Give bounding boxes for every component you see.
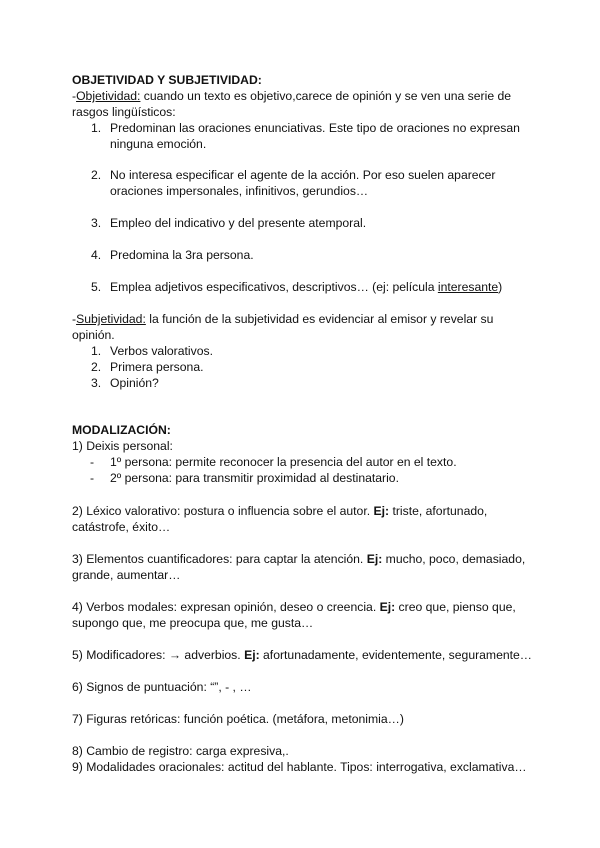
objetividad-definition-line-1	[72, 88, 511, 104]
item-2-line-1	[72, 503, 487, 519]
item-2-line-2: catástrofe, éxito…	[72, 520, 171, 534]
deixis-title: 1) Deixis personal:	[72, 439, 173, 453]
objetividad-text-1: cuando un texto es objetivo,carece de opinión y se ven una serie de	[140, 89, 512, 103]
ej-label: Ej:	[373, 504, 390, 518]
item-6-line: 6) Signos de puntuación: “”, - , …	[72, 680, 252, 694]
list-item-number: 2.	[91, 168, 102, 182]
subjetividad-label: Subjetividad:	[76, 312, 146, 326]
list-item-number: 4.	[91, 248, 102, 262]
item-2-examples: triste, afortunado,	[389, 504, 488, 518]
objetividad-definition-line-2: rasgos lingüísticos:	[72, 105, 176, 119]
item-3-line-2: grande, aumentar…	[72, 568, 181, 582]
bullet-dash: -	[90, 455, 95, 469]
bullet-text: 1º persona: permite reconocer la presencia del autor en el texto.	[110, 455, 457, 469]
list-item-number: 1.	[91, 121, 102, 135]
item-5-text: 5) Modificadores: → adverbios.	[72, 648, 245, 662]
bullet-text: 2º persona: para transmitir proximidad al destinatario.	[110, 471, 399, 485]
item-4-text: 4) Verbos modales: expresan opinión, deseo o creencia.	[72, 600, 380, 614]
item-5-examples: afortunadamente, evidentemente, seguramente…	[259, 648, 532, 662]
item-3-examples: mucho, poco, demasiado,	[382, 552, 526, 566]
list-item-underlined-word: interesante	[437, 280, 499, 294]
list-item-number: 3.	[91, 216, 102, 230]
item-3-text: 3) Elementos cuantificadores: para captar la atención.	[72, 552, 367, 566]
list-item-number: 3.	[91, 376, 102, 390]
item-7-line: 7) Figuras retóricas: función poética. (metáfora, metonimia…)	[72, 712, 404, 726]
list-item-text: Opinión?	[110, 376, 159, 390]
list-item-text: Empleo del indicativo y del presente atemporal.	[110, 216, 367, 230]
list-item-number: 5.	[91, 280, 102, 294]
objetividad-prefix: -	[72, 89, 77, 103]
list-item-text: No interesa especificar el agente de la acción. Por eso suelen aparecer	[110, 168, 496, 182]
list-item-text-post: )	[498, 280, 503, 294]
subjetividad-text-1: la función de la subjetividad es evidenciar al emisor y revelar su	[145, 312, 494, 326]
item-3-line-1	[72, 551, 525, 567]
heading-modalizacion: MODALIZACIÓN:	[72, 423, 171, 437]
list-item-number: 2.	[91, 360, 102, 374]
item-5-line	[72, 647, 532, 663]
subjetividad-definition-line-1	[72, 311, 493, 327]
subjetividad-definition-line-2: opinión.	[72, 328, 115, 342]
ej-label: Ej:	[244, 648, 260, 662]
list-item-text: Primera persona.	[110, 360, 204, 374]
item-2-text: 2) Léxico valorativo: postura o influencia sobre el autor.	[72, 504, 374, 518]
subjetividad-prefix: -	[72, 312, 77, 326]
item-4-examples: creo que, pienso que,	[395, 600, 516, 614]
list-item-text: Predomina la 3ra persona.	[110, 248, 254, 262]
item-4-line-1	[72, 599, 516, 615]
item-9-line: 9) Modalidades oracionales: actitud del hablante. Tipos: interrogativa, exclamativa…	[72, 760, 527, 774]
item-8-line: 8) Cambio de registro: carga expresiva,.	[72, 744, 289, 758]
objetividad-label: Objetividad:	[76, 89, 141, 103]
list-item-text-pre: Emplea adjetivos especificativos, descriptivos… (ej: película	[110, 280, 438, 294]
list-item-text: Verbos valorativos.	[110, 344, 213, 358]
item-4-line-2: supongo que, me preocupa que, me gusta…	[72, 616, 314, 630]
heading-objetividad-subjetividad: OBJETIVIDAD Y SUBJETIVIDAD:	[72, 73, 262, 87]
list-item-text: Predominan las oraciones enunciativas. Este tipo de oraciones no expresan	[110, 121, 520, 135]
bullet-dash: -	[90, 471, 95, 485]
list-item-text	[110, 279, 502, 295]
ej-label: Ej:	[366, 552, 383, 566]
list-item-text-cont: ninguna emoción.	[110, 137, 207, 151]
list-item-number: 1.	[91, 344, 102, 358]
list-item-text-cont: oraciones impersonales, infinitivos, gerundios…	[110, 184, 369, 198]
ej-label: Ej:	[379, 600, 396, 614]
